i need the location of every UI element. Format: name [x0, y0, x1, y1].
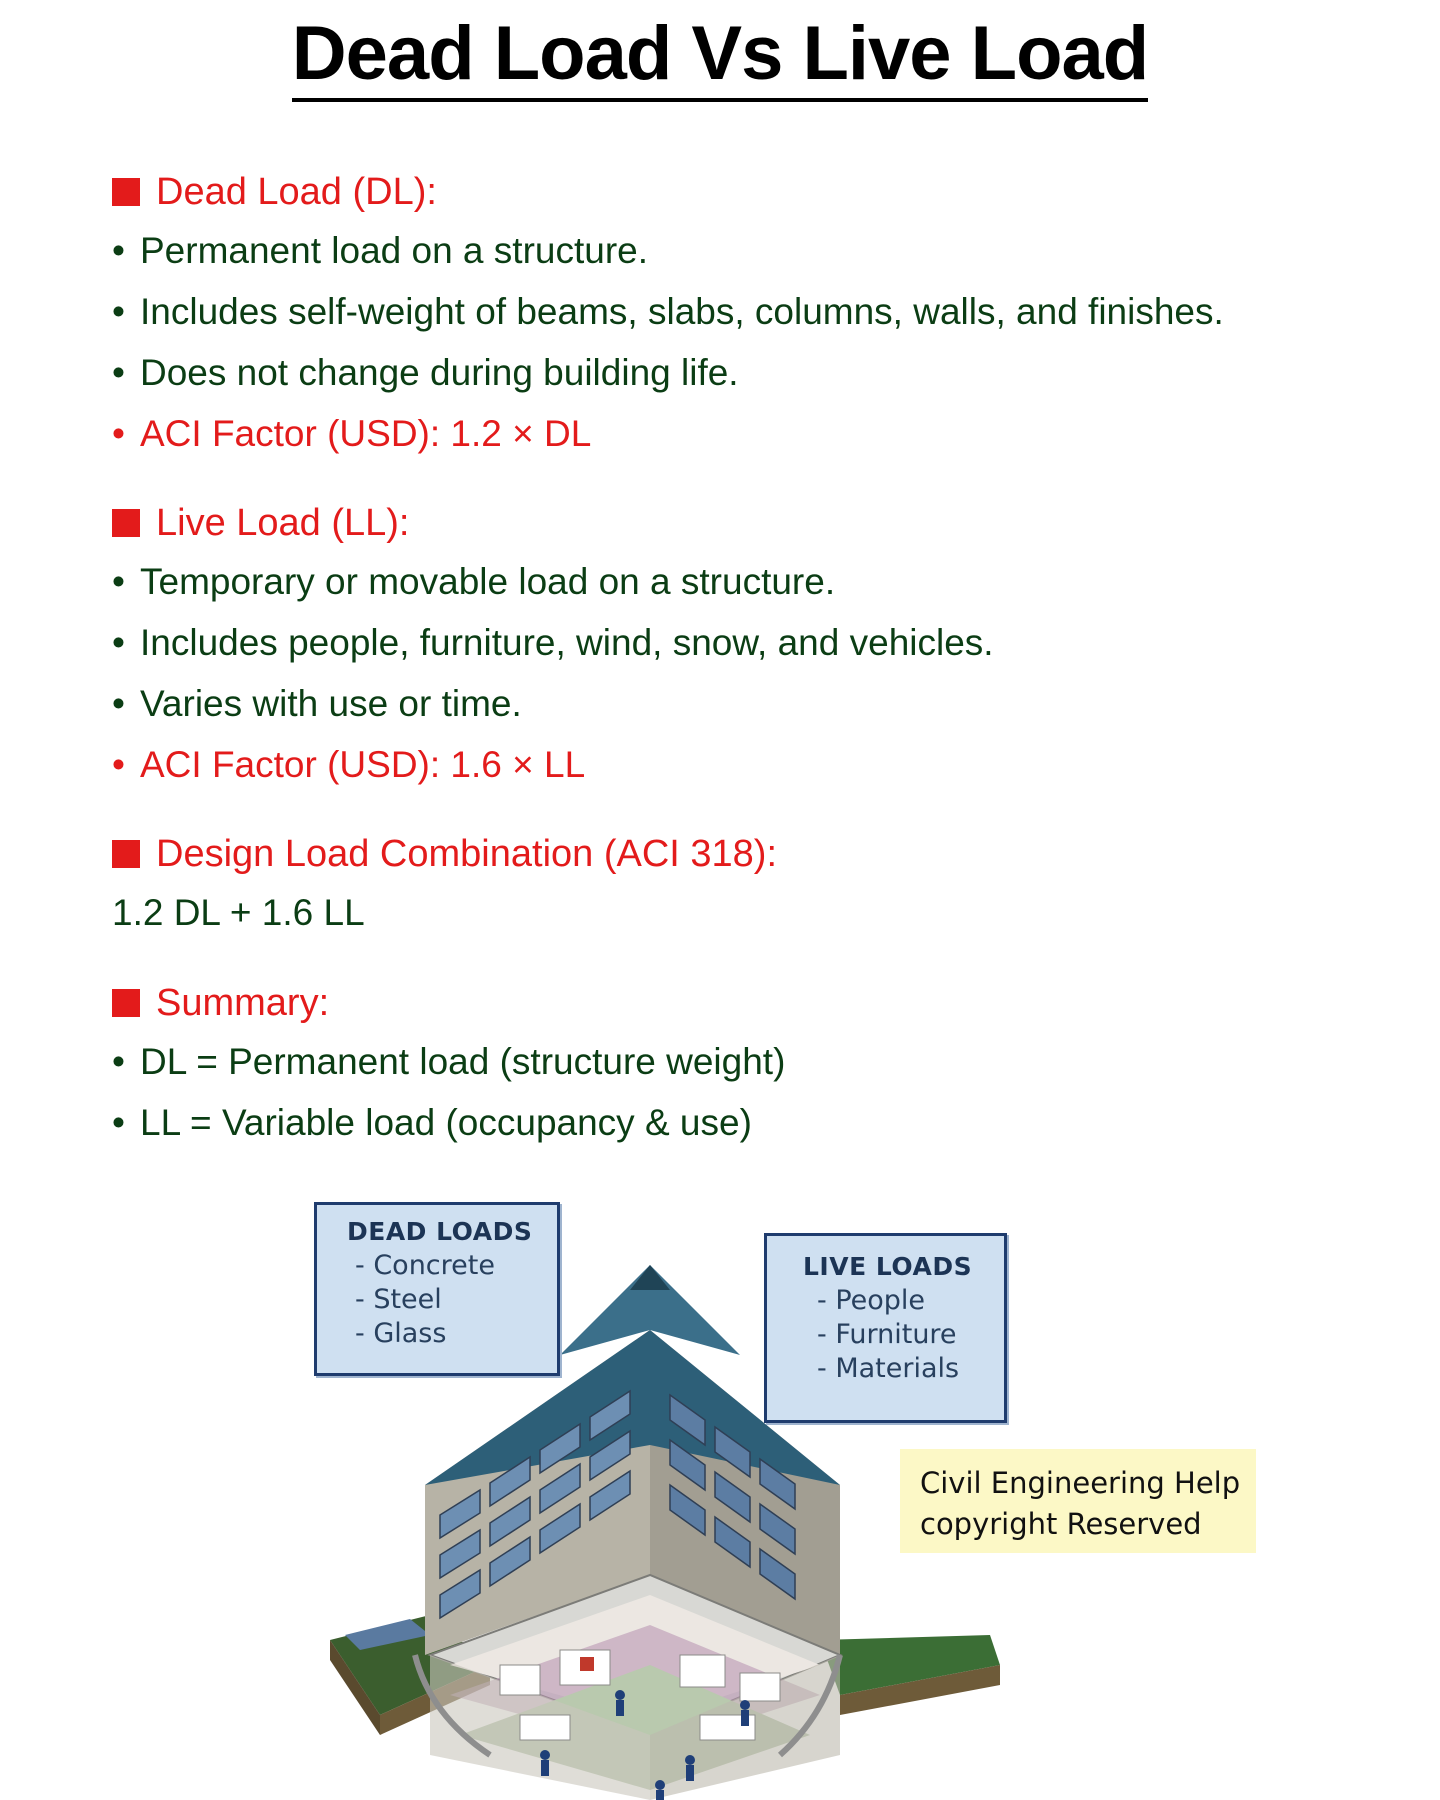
bullet-icon: •: [112, 230, 125, 271]
live-loads-title: LIVE LOADS: [803, 1252, 973, 1281]
summary-bullet: • LL = Variable load (occupancy & use): [112, 1092, 1400, 1153]
live-loads-callout: [764, 1233, 1007, 1423]
summary-bullet: • DL = Permanent load (structure weight): [112, 1031, 1400, 1092]
live-load-bullet: • Varies with use or time.: [112, 673, 1400, 734]
page-title-text: Dead Load Vs Live Load: [292, 12, 1148, 102]
dead-load-section: [112, 164, 1400, 464]
dead-load-heading-text: Dead Load (DL):: [156, 170, 437, 213]
dead-loads-item: - Concrete: [355, 1250, 495, 1281]
combination-formula: 1.2 DL + 1.6 LL: [112, 892, 365, 933]
bullet-icon: •: [112, 622, 125, 663]
dead-load-heading: [112, 164, 1400, 220]
dead-load-factor: • ACI Factor (USD): 1.2 × DL: [112, 403, 1400, 464]
dead-load-bullet: • Permanent load on a structure.: [112, 220, 1400, 281]
dead-loads-item: - Steel: [355, 1284, 442, 1315]
dead-loads-item: - Glass: [355, 1318, 447, 1349]
summary-heading-text: Summary:: [156, 981, 330, 1024]
live-load-heading: [112, 495, 1400, 551]
red-square-icon: [112, 840, 140, 868]
red-square-icon: [112, 509, 140, 537]
dead-loads-callout: [314, 1202, 560, 1376]
bullet-icon: •: [112, 1102, 125, 1143]
red-square-icon: [112, 178, 140, 206]
dead-loads-title: DEAD LOADS: [347, 1217, 533, 1246]
live-load-factor: • ACI Factor (USD): 1.6 × LL: [112, 734, 1400, 795]
watermark-note: [900, 1449, 1256, 1553]
summary-section: [112, 975, 1400, 1153]
watermark-line: copyright Reserved: [920, 1507, 1202, 1541]
red-square-icon: [112, 989, 140, 1017]
bullet-icon: •: [112, 744, 125, 785]
bullet-icon: •: [112, 352, 125, 393]
dead-load-bullet: • Does not change during building life.: [112, 342, 1400, 403]
dead-load-bullet: • Includes self-weight of beams, slabs, columns, walls, and finishes.: [112, 281, 1400, 342]
live-loads-item: - Furniture: [817, 1319, 957, 1350]
bullet-icon: •: [112, 683, 125, 724]
combination-section: [112, 826, 1400, 943]
watermark-line: Civil Engineering Help: [920, 1466, 1241, 1500]
bullet-icon: •: [112, 291, 125, 332]
live-loads-item: - Materials: [817, 1353, 960, 1384]
live-loads-item: - People: [817, 1285, 926, 1316]
bullet-icon: •: [112, 561, 125, 602]
bullet-icon: •: [112, 413, 125, 454]
combination-heading: [112, 826, 1400, 882]
live-load-section: [112, 495, 1400, 795]
page-title: [0, 12, 1440, 102]
live-load-bullet: • Temporary or movable load on a structure.: [112, 551, 1400, 612]
live-load-heading-text: Live Load (LL):: [156, 501, 410, 544]
live-load-bullet: • Includes people, furniture, wind, snow, and vehicles.: [112, 612, 1400, 673]
bullet-icon: •: [112, 1041, 125, 1082]
combination-heading-text: Design Load Combination (ACI 318):: [156, 832, 778, 875]
summary-heading: [112, 975, 1400, 1031]
